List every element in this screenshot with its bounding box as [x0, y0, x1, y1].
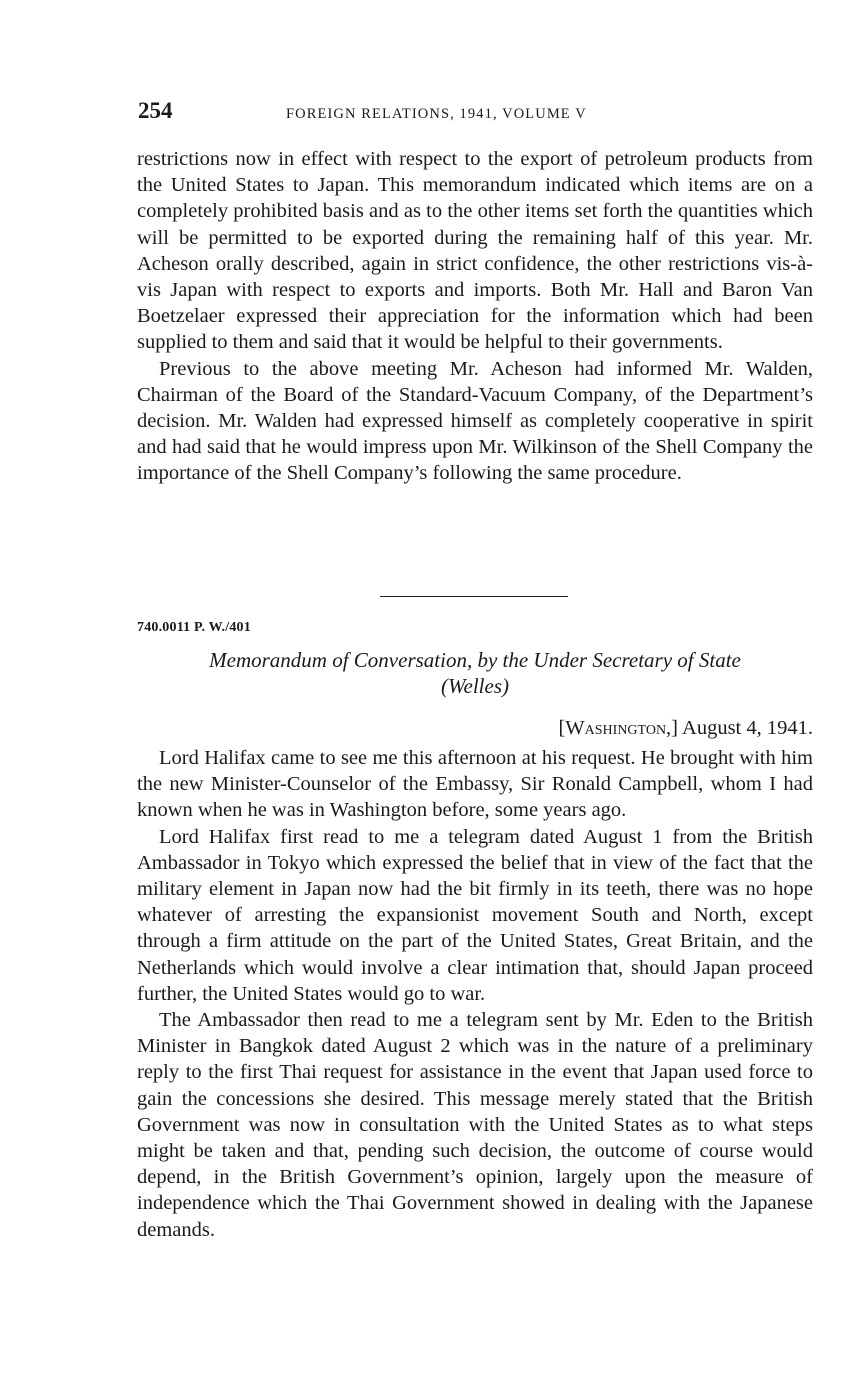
continued-section — [137, 146, 813, 487]
file-number: 740.0011 P. W./401 — [137, 620, 251, 635]
paragraph: The Ambassador then read to me a telegram sent by Mr. Eden to the British Minister in Bangkok dated August 2 which was in the nature of a preliminary reply to the first Thai request for assistance in the event that Japan used force to gain the concessions she desired. This message merely stated that the British Government was now in consultation with the United States as to what steps might be taken and that, pending such decision, the outcome of course would depend, in the British Government’s opinion, largely upon the measure of independence which the Thai Government showed in dealing with the Japanese demands. — [137, 1009, 813, 1241]
paragraph: Previous to the above meeting Mr. Acheson had informed Mr. Walden, Chairman of the Board of the Standard-Vacuum Company, of the Department’s decision. Mr. Walden had expressed himself as completely cooperative in spirit and had said that he would impress upon Mr. Wilkinson of the Shell Company the importance of the Shell Company’s following the same procedure. — [137, 357, 813, 485]
dateline — [558, 717, 813, 740]
page-header — [138, 98, 814, 128]
page-number: 254 — [138, 98, 173, 123]
memorandum-body — [137, 745, 813, 1243]
running-head: FOREIGN RELATIONS, 1941, VOLUME V — [286, 106, 587, 122]
paragraph: restrictions now in effect with respect to the export of petroleum products from the United States to Japan. This memorandum indicated which items are on a completely prohibited basis and as to the other items set forth the quantities which will be permitted to be exported during the remaining half of this year. Mr. Acheson orally described, again in strict confidence, the other restrictions vis-à-vis Japan with respect to exports and imports. Both Mr. Hall and Baron Van Boetzelaer expressed their appreciation for the information which had been supplied to them and said that it would be helpful to their governments. — [137, 148, 813, 354]
dateline-date: August 4, 1941. — [682, 717, 813, 739]
paragraph: Lord Halifax came to see me this afternoon at his request. He brought with him the new Minister-Counselor of the Embassy, Sir Ronald Campbell, whom I had known when he was in Washington before, some years ago. — [137, 747, 813, 822]
document-title — [137, 647, 813, 699]
title-author: (Welles) — [440, 674, 510, 698]
section-divider — [380, 596, 568, 597]
title-line: Memorandum of Conversation, by the Under Secretary of State — [209, 648, 741, 672]
paragraph: Lord Halifax first read to me a telegram dated August 1 from the British Ambassador in Tokyo which expressed the belief that in view of the fact that the military element in Japan now had the bit firmly in its teeth, there was no hope whatever of arresting the expansionist movement South and North, except through a firm attitude on the part of the United States, Great Britain, and the Netherlands which would involve a clear intimation that, should Japan proceed further, the United States would go to war. — [137, 825, 813, 1005]
dateline-place: [Washington,] — [558, 717, 679, 739]
